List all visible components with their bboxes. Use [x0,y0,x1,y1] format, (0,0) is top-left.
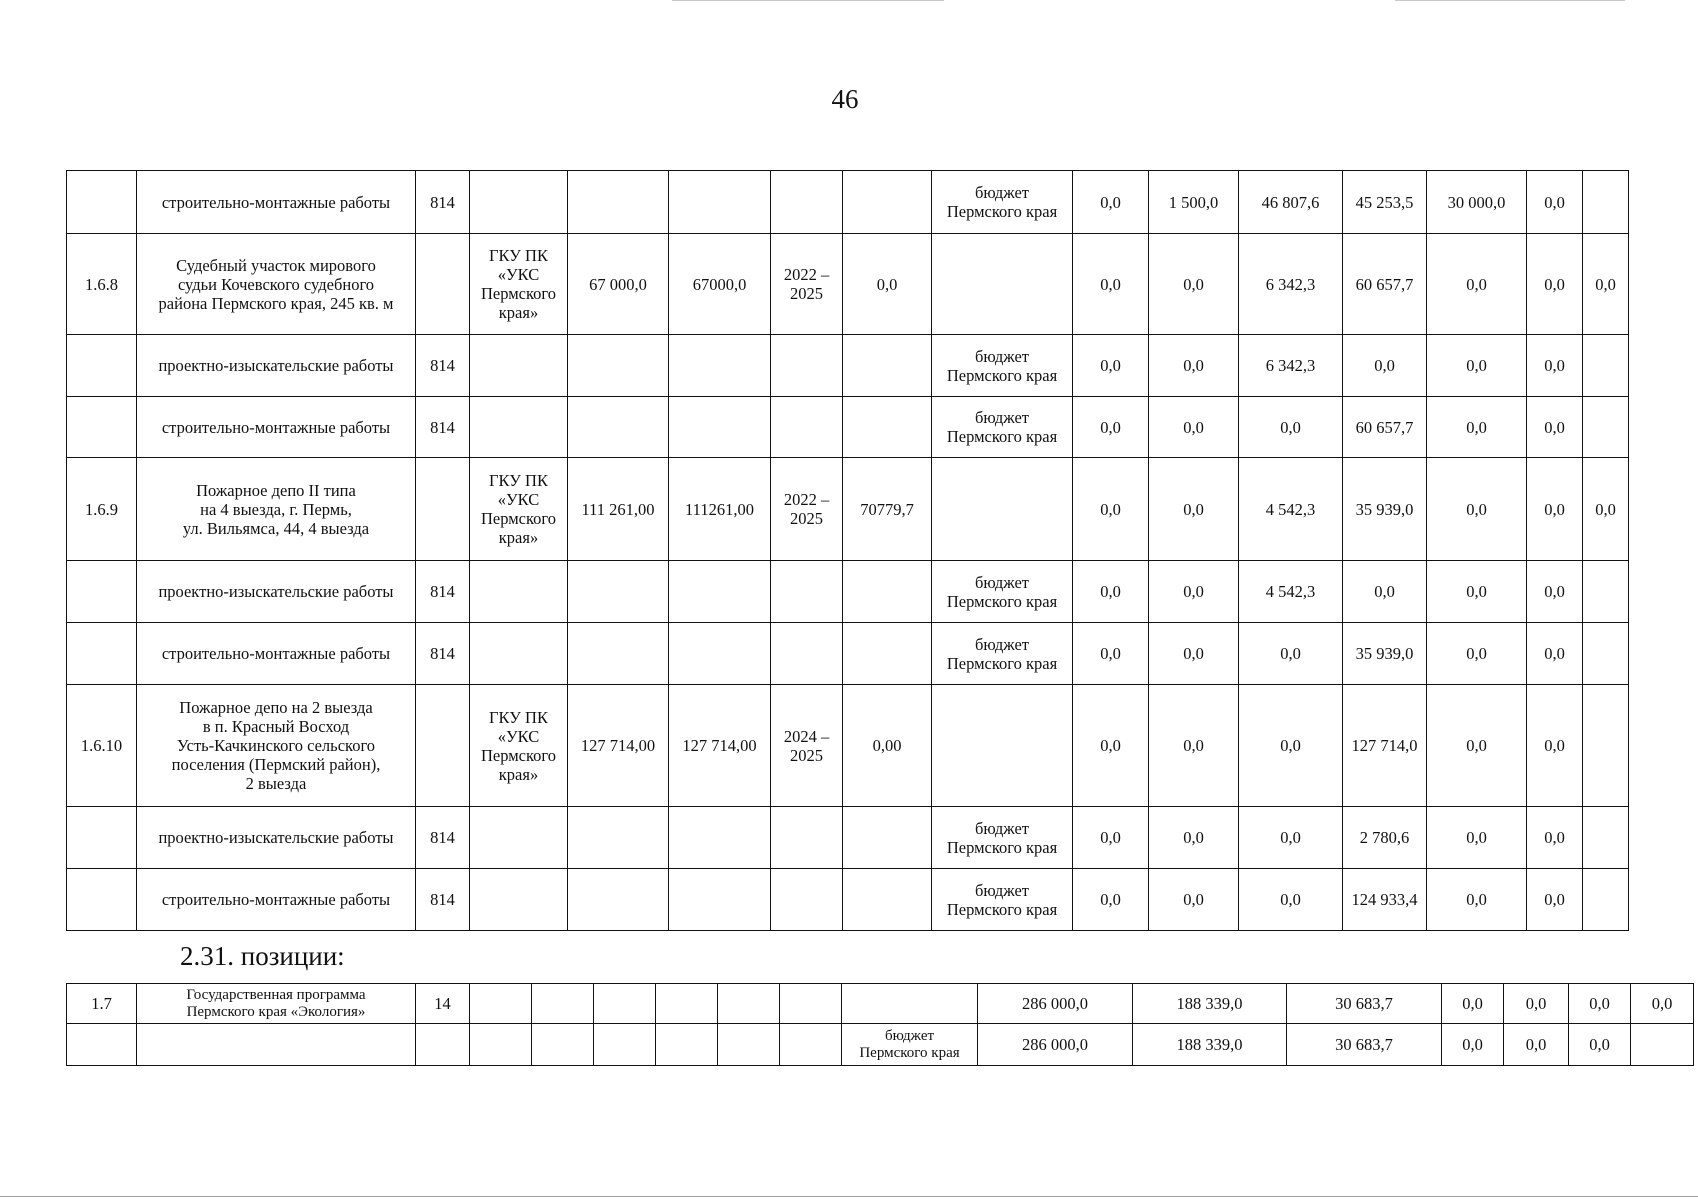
table-cell: 814 [416,397,470,458]
table-cell [718,1024,780,1066]
table-cell: 0,0 [1527,335,1583,397]
table-cell [470,561,568,623]
table-cell: 814 [416,623,470,685]
table-cell: 0,0 [1239,397,1343,458]
table-cell [1583,623,1629,685]
table-cell: 814 [416,807,470,869]
table-cell: 46 807,6 [1239,171,1343,234]
table-cell: 1.6.8 [67,234,137,335]
table-cell [932,234,1073,335]
table-cell [843,623,932,685]
page-number: 46 [831,84,859,114]
table-cell [568,335,669,397]
table-cell: 0,0 [1073,234,1149,335]
table-cell [67,1024,137,1066]
table-cell: 0,0 [1073,623,1149,685]
table-cell: 0,0 [1583,458,1629,561]
table-cell [67,623,137,685]
table-cell: 124 933,4 [1343,869,1427,931]
table-cell: 111261,00 [669,458,771,561]
table-cell: строительно-монтажные работы [137,623,416,685]
table-cell: бюджет Пермского края [932,623,1073,685]
table-cell: 0,0 [1442,1024,1504,1066]
table-cell [771,397,843,458]
table-cell [470,171,568,234]
table-cell: 67 000,0 [568,234,669,335]
table-cell [669,397,771,458]
table-cell: 286 000,0 [978,1024,1133,1066]
table-cell [67,807,137,869]
table-cell [669,335,771,397]
table-cell: 0,0 [1073,869,1149,931]
table-cell [416,458,470,561]
table-cell [532,1024,594,1066]
table-cell [470,623,568,685]
table-cell: 0,0 [1239,623,1343,685]
budget-table-main [66,170,1629,931]
table-row [67,335,1629,397]
table-cell: 0,0 [1073,458,1149,561]
table-cell [67,561,137,623]
table-cell [1583,397,1629,458]
table-cell [594,1024,656,1066]
table-cell [771,561,843,623]
table-cell: 1.7 [67,984,137,1024]
table-cell [656,1024,718,1066]
table-cell: 35 939,0 [1343,458,1427,561]
table-cell: 30 000,0 [1427,171,1527,234]
section-heading: 2.31. позиции: [180,941,345,971]
table-cell: 0,0 [1442,984,1504,1024]
table-row [67,234,1629,335]
table-cell: ГКУ ПК «УКС Пермского края» [470,458,568,561]
table-cell: строительно-монтажные работы [137,171,416,234]
table-cell: 0,0 [1073,335,1149,397]
table-cell: 286 000,0 [978,984,1133,1024]
table-cell [1631,1024,1694,1066]
table-row [67,397,1629,458]
table-cell: 2024 – 2025 [771,685,843,807]
table-cell: 814 [416,335,470,397]
table-cell: Пожарное депо II типа на 4 выезда, г. Пермь, ул. Вильямса, 44, 4 выезда [137,458,416,561]
table-cell: 0,0 [1504,984,1569,1024]
table-cell: 0,0 [1504,1024,1569,1066]
table-cell: 0,0 [1149,869,1239,931]
table-cell: 0,0 [1239,869,1343,931]
table-cell: строительно-монтажные работы [137,397,416,458]
table-cell [470,397,568,458]
table-row [67,458,1629,561]
table-cell [771,171,843,234]
table-cell: 188 339,0 [1133,984,1287,1024]
table-cell: 0,0 [1631,984,1694,1024]
table-cell: бюджет Пермского края [932,561,1073,623]
table-cell: 1 500,0 [1149,171,1239,234]
scan-artifact-line [1395,0,1625,1]
table-cell [843,171,932,234]
table-cell: 0,0 [1527,869,1583,931]
table-cell: 0,0 [1569,984,1631,1024]
table-cell [67,335,137,397]
table-cell [843,561,932,623]
table-cell: 0,0 [1583,234,1629,335]
table-row [67,807,1629,869]
table-cell: 0,0 [1149,397,1239,458]
table-cell [771,623,843,685]
table-cell [669,561,771,623]
table-cell [1583,171,1629,234]
table-cell: 0,0 [843,234,932,335]
table-cell: 0,0 [1427,807,1527,869]
table-cell [67,171,137,234]
table-cell: 6 342,3 [1239,234,1343,335]
table-cell: 0,0 [1427,685,1527,807]
table-cell: проектно-изыскательские работы [137,807,416,869]
table-cell: 0,0 [1427,561,1527,623]
table-cell: 0,0 [1569,1024,1631,1066]
table-cell [656,984,718,1024]
table-cell: 0,0 [1527,685,1583,807]
table-cell [470,335,568,397]
table-cell: 2022 – 2025 [771,458,843,561]
table-cell [568,807,669,869]
table-cell: проектно-изыскательские работы [137,561,416,623]
table-cell: 30 683,7 [1287,984,1442,1024]
table-cell: 0,0 [1073,397,1149,458]
budget-table-main-body [67,171,1629,931]
table-cell [470,807,568,869]
table-cell: 0,0 [1073,807,1149,869]
table-row [67,984,1694,1024]
table-cell [780,1024,842,1066]
table-cell: 45 253,5 [1343,171,1427,234]
table-cell [771,869,843,931]
table-cell: 111 261,00 [568,458,669,561]
table-cell: Судебный участок мирового судьи Кочевского судебного района Пермского края, 245 кв. м [137,234,416,335]
table-cell [470,984,532,1024]
table-cell [842,984,978,1024]
table-cell [843,335,932,397]
table-cell: 0,0 [1149,561,1239,623]
table-cell [67,869,137,931]
table-cell: бюджет Пермского края [842,1024,978,1066]
table-cell [594,984,656,1024]
scan-artifact-line [672,0,944,1]
table-cell: 0,0 [1527,561,1583,623]
table-cell: 0,0 [1427,458,1527,561]
table-cell: 814 [416,561,470,623]
table-cell: 0,0 [1149,685,1239,807]
table-cell: 0,0 [1149,458,1239,561]
table-cell: 0,0 [1427,397,1527,458]
scan-artifact-line [0,1196,1698,1197]
table-cell: 2022 – 2025 [771,234,843,335]
table-cell [67,397,137,458]
budget-table-secondary [66,983,1694,1066]
table-cell: 30 683,7 [1287,1024,1442,1066]
table-cell: Государственная программа Пермского края «Экология» [137,984,416,1024]
table-cell: 0,0 [1149,623,1239,685]
table-cell: 0,0 [1527,234,1583,335]
table-cell [470,1024,532,1066]
table-cell: 1.6.10 [67,685,137,807]
table-cell [669,869,771,931]
table-row [67,561,1629,623]
table-cell: 0,0 [1427,623,1527,685]
table-cell: 0,0 [1427,869,1527,931]
table-cell [669,807,771,869]
table-row [67,869,1629,931]
table-cell: 35 939,0 [1343,623,1427,685]
table-cell: 0,0 [1073,561,1149,623]
table-cell: Пожарное депо на 2 выезда в п. Красный Восход Усть-Качкинского сельского поселения (Пермский район), 2 выезда [137,685,416,807]
table-cell [843,869,932,931]
table-cell [470,869,568,931]
table-cell [718,984,780,1024]
table-cell: 14 [416,984,470,1024]
table-cell: ГКУ ПК «УКС Пермского края» [470,685,568,807]
table-cell: 67000,0 [669,234,771,335]
table-cell: 0,0 [1149,234,1239,335]
budget-table-secondary-body [67,984,1694,1066]
table-cell: 0,0 [1527,807,1583,869]
table-row [67,1024,1694,1066]
table-cell: 4 542,3 [1239,561,1343,623]
table-cell: 0,0 [1527,458,1583,561]
table-cell: 188 339,0 [1133,1024,1287,1066]
table-cell [771,335,843,397]
table-cell: 0,0 [1343,335,1427,397]
table-cell [843,807,932,869]
table-cell [1583,685,1629,807]
table-cell: 0,00 [843,685,932,807]
table-cell: 0,0 [1427,335,1527,397]
table-cell: 127 714,0 [1343,685,1427,807]
table-cell: бюджет Пермского края [932,869,1073,931]
table-cell [669,171,771,234]
table-cell [568,171,669,234]
table-cell: 0,0 [1527,623,1583,685]
table-cell: 0,0 [1527,171,1583,234]
table-cell: 0,0 [1073,685,1149,807]
table-cell: 127 714,00 [568,685,669,807]
table-cell: 0,0 [1149,335,1239,397]
table-cell: 127 714,00 [669,685,771,807]
table-cell: 0,0 [1427,234,1527,335]
table-cell [843,397,932,458]
table-cell [137,1024,416,1066]
table-cell: 0,0 [1239,807,1343,869]
table-row [67,685,1629,807]
table-cell: 0,0 [1239,685,1343,807]
table-cell: бюджет Пермского края [932,335,1073,397]
table-cell: 0,0 [1527,397,1583,458]
table-cell: 60 657,7 [1343,397,1427,458]
table-cell [1583,869,1629,931]
table-cell: 0,0 [1343,561,1427,623]
table-cell [771,807,843,869]
table-cell: 0,0 [1073,171,1149,234]
table-cell: 814 [416,171,470,234]
table-cell: 1.6.9 [67,458,137,561]
table-cell: бюджет Пермского края [932,171,1073,234]
table-cell: 60 657,7 [1343,234,1427,335]
table-cell [568,561,669,623]
table-row [67,171,1629,234]
table-cell [1583,561,1629,623]
table-cell [932,458,1073,561]
table-cell: проектно-изыскательские работы [137,335,416,397]
table-cell [669,623,771,685]
table-cell: строительно-монтажные работы [137,869,416,931]
table-cell: 4 542,3 [1239,458,1343,561]
table-cell: 814 [416,869,470,931]
table-cell: 70779,7 [843,458,932,561]
table-cell [568,397,669,458]
table-cell: 0,0 [1149,807,1239,869]
table-cell [932,685,1073,807]
table-cell [416,1024,470,1066]
table-cell [416,234,470,335]
table-cell [532,984,594,1024]
table-cell [416,685,470,807]
table-cell: бюджет Пермского края [932,807,1073,869]
table-cell [568,623,669,685]
table-cell [1583,807,1629,869]
table-cell: 2 780,6 [1343,807,1427,869]
table-cell [568,869,669,931]
table-cell: ГКУ ПК «УКС Пермского края» [470,234,568,335]
table-row [67,623,1629,685]
table-cell: 6 342,3 [1239,335,1343,397]
table-cell: бюджет Пермского края [932,397,1073,458]
table-cell [1583,335,1629,397]
table-cell [780,984,842,1024]
